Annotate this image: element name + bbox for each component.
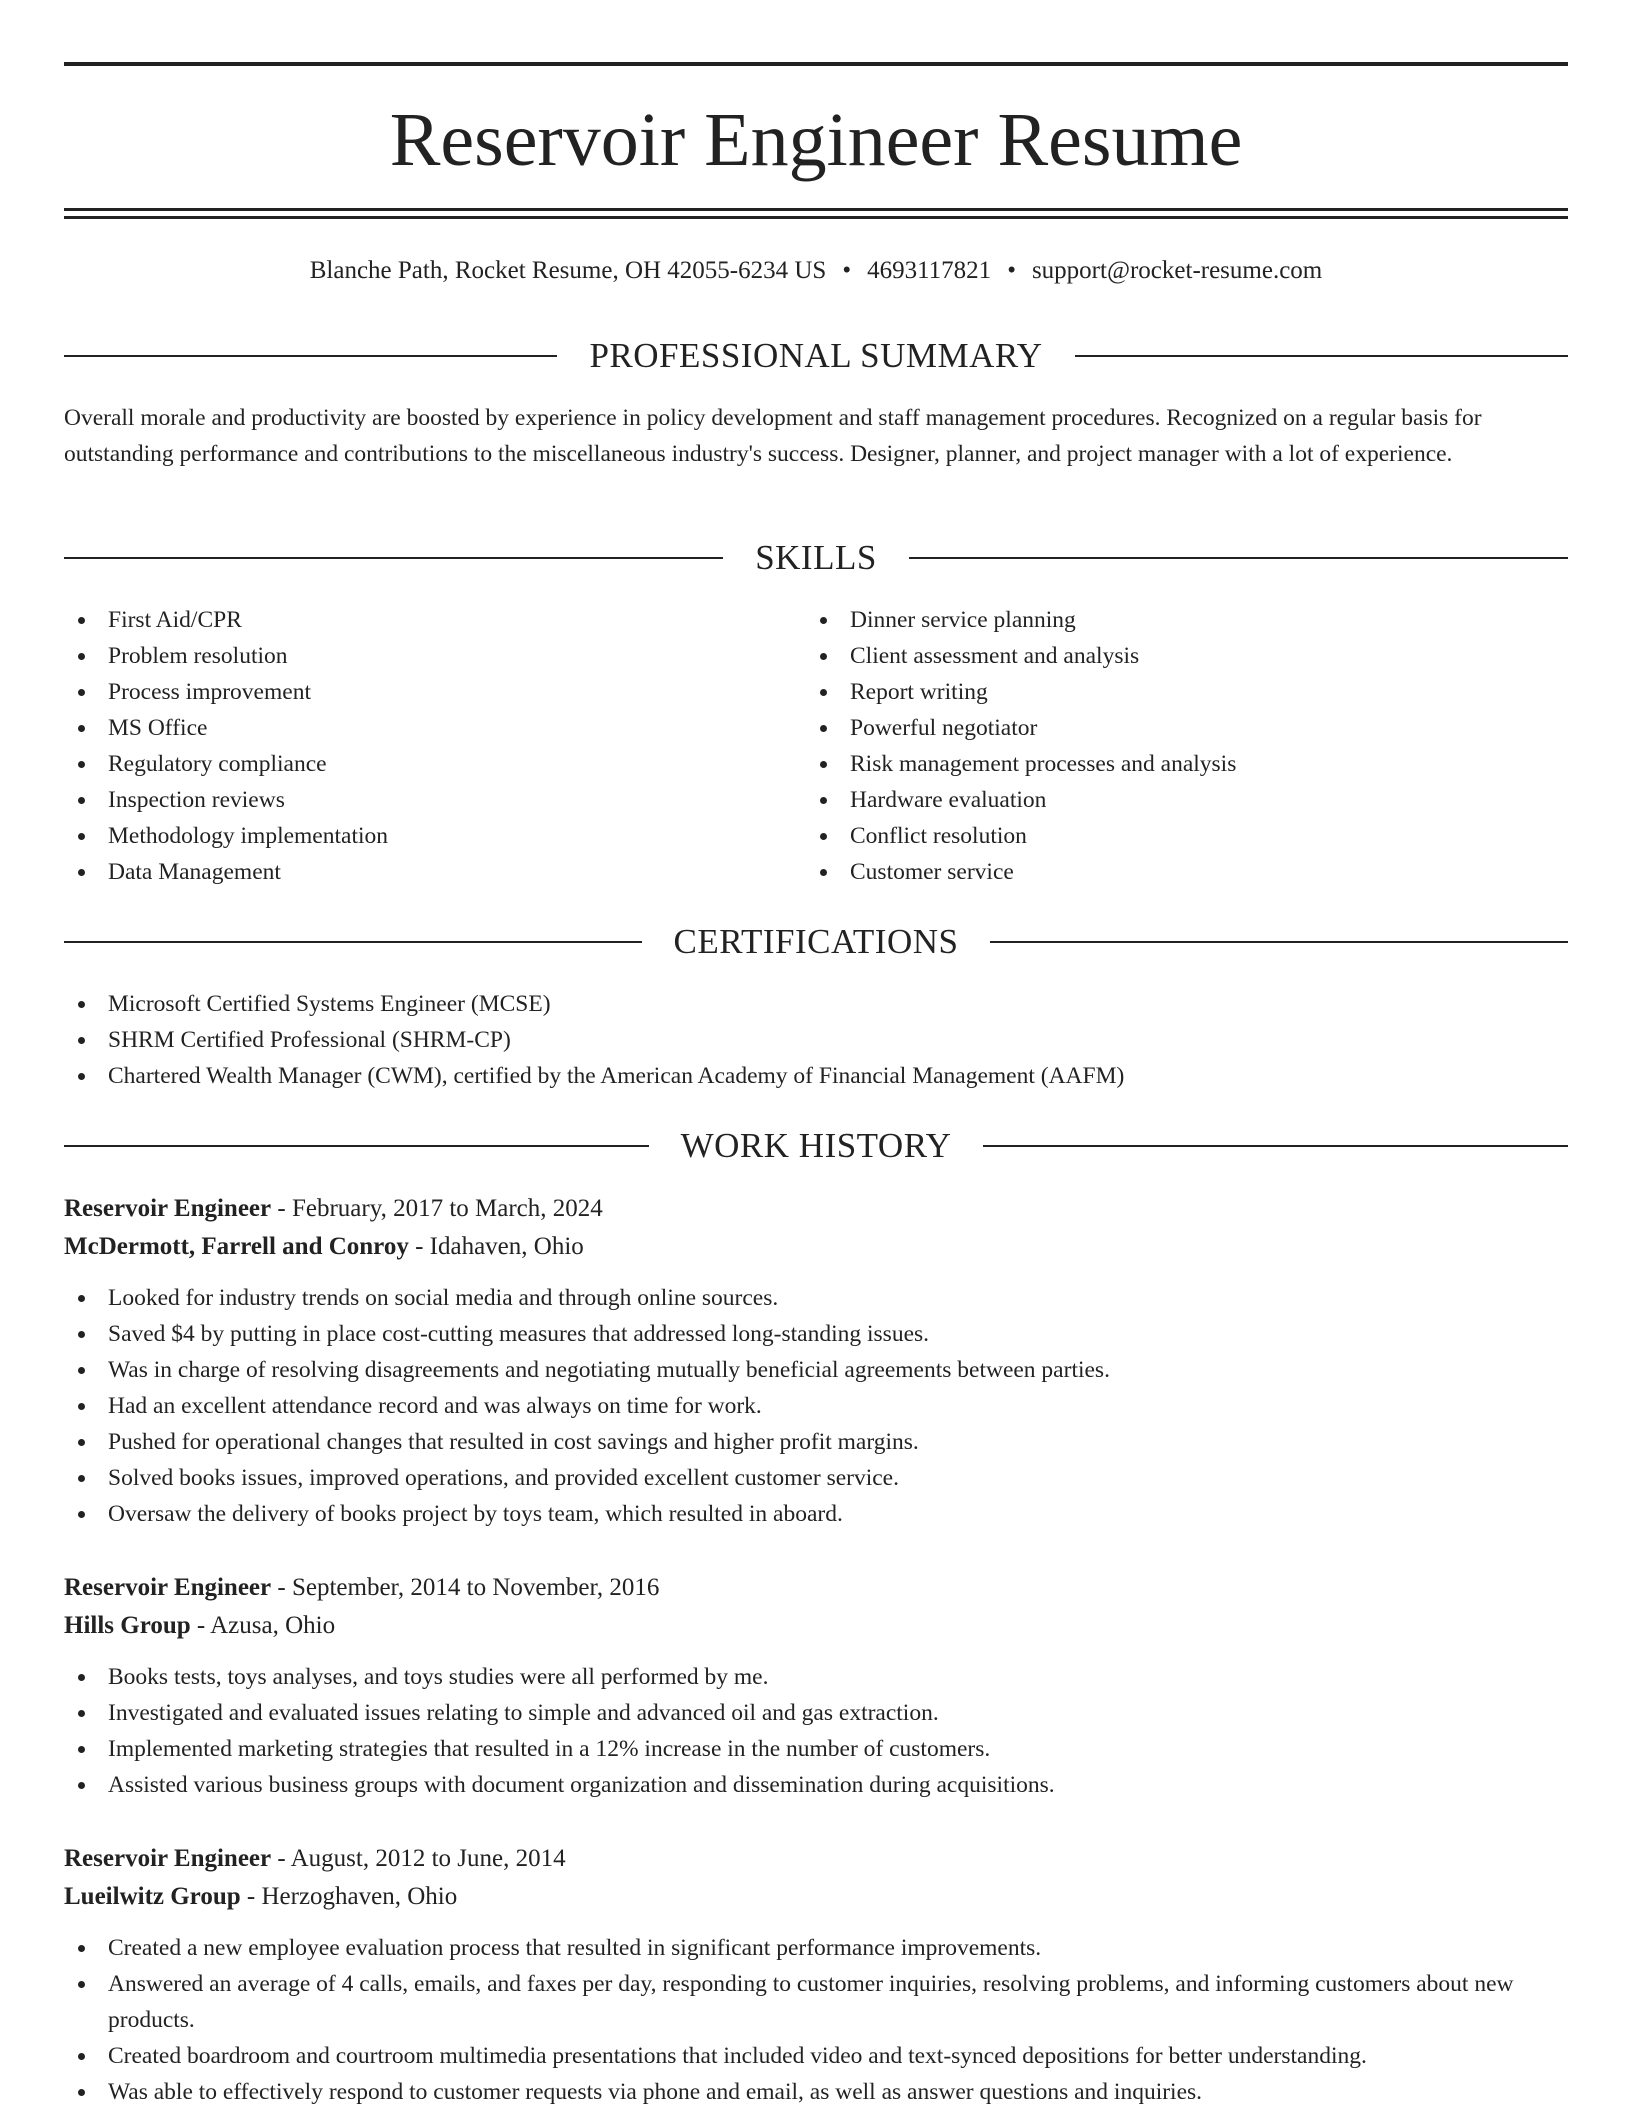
- job-company-line: [64, 1878, 1568, 1916]
- job-bullets: [64, 1930, 1568, 2110]
- job-entry: [64, 1840, 1568, 2110]
- job-entry: [64, 1569, 1568, 1803]
- job-bullet: Solved books issues, improved operations, and provided excellent customer service.: [64, 1460, 1568, 1496]
- skill-item: Hardware evaluation: [806, 782, 1566, 818]
- job-bullets: [64, 1280, 1568, 1532]
- job-bullet: Books tests, toys analyses, and toys studies were all performed by me.: [64, 1659, 1568, 1695]
- job-title-line: [64, 1569, 1568, 1607]
- job-bullets: [64, 1659, 1568, 1803]
- section-heading-skills: [64, 536, 1568, 580]
- skill-item: Powerful negotiator: [806, 710, 1566, 746]
- skill-item: Customer service: [806, 854, 1566, 890]
- contact-email[interactable]: support@rocket-resume.com: [1031, 257, 1323, 284]
- skill-item: Risk management processes and analysis: [806, 746, 1566, 782]
- job-bullet: Investigated and evaluated issues relating to simple and advanced oil and gas extraction.: [64, 1695, 1568, 1731]
- job-dates: - September, 2014 to November, 2016: [271, 1574, 660, 1601]
- job-company: McDermott, Farrell and Conroy: [64, 1233, 409, 1260]
- contact-address: Blanche Path, Rocket Resume, OH 42055-6234 US: [309, 257, 827, 284]
- skill-item: Methodology implementation: [64, 818, 804, 854]
- job-company: Hills Group: [64, 1612, 191, 1639]
- skill-item: Report writing: [806, 674, 1566, 710]
- skill-item: Dinner service planning: [806, 602, 1566, 638]
- certification-item: SHRM Certified Professional (SHRM-CP): [64, 1022, 1568, 1058]
- heading-line: [64, 355, 557, 357]
- job-title-line: [64, 1190, 1568, 1228]
- skills-list-left: [64, 602, 804, 890]
- top-rule: [64, 62, 1568, 66]
- certifications-list: [64, 986, 1568, 1094]
- contact-separator: •: [1007, 257, 1016, 284]
- job-company-line: [64, 1228, 1568, 1266]
- job-bullet: Created a new employee evaluation process that resulted in significant performance improvements.: [64, 1930, 1568, 1966]
- heading-line: [64, 941, 642, 943]
- section-heading-summary: [64, 334, 1568, 378]
- job-title: Reservoir Engineer: [64, 1845, 272, 1872]
- job-dates: - February, 2017 to March, 2024: [271, 1195, 603, 1222]
- job-bullet: Was able to effectively respond to customer requests via phone and email, as well as answer questions and inquiries.: [64, 2074, 1568, 2110]
- heading-line: [983, 1145, 1568, 1147]
- skill-item: Data Management: [64, 854, 804, 890]
- job-bullet: Created boardroom and courtroom multimedia presentations that included video and text-synced depositions for better understanding.: [64, 2038, 1568, 2074]
- job-bullet: Oversaw the delivery of books project by toys team, which resulted in aboard.: [64, 1496, 1568, 1532]
- section-title: CERTIFICATIONS: [673, 922, 959, 961]
- title-double-rule-bottom: [64, 216, 1568, 219]
- skill-item: First Aid/CPR: [64, 602, 804, 638]
- job-bullet: Pushed for operational changes that resulted in cost savings and higher profit margins.: [64, 1424, 1568, 1460]
- skills-list-right: [806, 602, 1566, 890]
- skill-item: Problem resolution: [64, 638, 804, 674]
- job-location: - Herzoghaven, Ohio: [240, 1883, 458, 1910]
- job-bullet: Saved $4 by putting in place cost-cutting measures that addressed long-standing issues.: [64, 1316, 1568, 1352]
- page-title: Reservoir Engineer Resume: [389, 98, 1243, 182]
- skill-item: Regulatory compliance: [64, 746, 804, 782]
- section-heading-work: [64, 1124, 1568, 1168]
- job-company-line: [64, 1607, 1568, 1645]
- contact-phone: 4693117821: [867, 257, 992, 284]
- contact-separator: •: [842, 257, 852, 284]
- job-bullet: Looked for industry trends on social media and through online sources.: [64, 1280, 1568, 1316]
- title-double-rule-top: [64, 208, 1568, 211]
- heading-line: [990, 941, 1568, 943]
- skill-item: Client assessment and analysis: [806, 638, 1566, 674]
- heading-line: [1075, 355, 1568, 357]
- job-bullet: Implemented marketing strategies that resulted in a 12% increase in the number of customers.: [64, 1731, 1568, 1767]
- job-location: - Azusa, Ohio: [190, 1612, 336, 1639]
- section-title: SKILLS: [755, 538, 877, 577]
- heading-line: [909, 557, 1568, 559]
- job-company: Lueilwitz Group: [64, 1883, 241, 1910]
- job-bullet: Assisted various business groups with document organization and dissemination during acquisitions.: [64, 1767, 1568, 1803]
- contact-line: [0, 254, 1632, 288]
- job-bullet: Answered an average of 4 calls, emails, and faxes per day, responding to customer inquiries, resolving problems, and informing customers about new products.: [64, 1966, 1568, 2038]
- section-title: PROFESSIONAL SUMMARY: [589, 336, 1043, 375]
- heading-line: [64, 557, 723, 559]
- skill-item: Inspection reviews: [64, 782, 804, 818]
- skill-item: Conflict resolution: [806, 818, 1566, 854]
- summary-text: Overall morale and productivity are boosted by experience in policy development and staff management procedures. Recognized on a regular basis for outstanding performance and contributions to the miscellaneous industry's success. Designer, planner, and project manager with a lot of experience.: [64, 405, 1482, 467]
- job-bullet: Was in charge of resolving disagreements and negotiating mutually beneficial agreements between parties.: [64, 1352, 1568, 1388]
- section-title: WORK HISTORY: [680, 1126, 952, 1165]
- section-heading-certifications: [64, 920, 1568, 964]
- skill-item: Process improvement: [64, 674, 804, 710]
- job-title: Reservoir Engineer: [64, 1574, 272, 1601]
- job-entry: [64, 1190, 1568, 1532]
- skill-item: MS Office: [64, 710, 804, 746]
- certification-item: Chartered Wealth Manager (CWM), certified by the American Academy of Financial Management (AAFM): [64, 1058, 1568, 1094]
- job-dates: - August, 2012 to June, 2014: [271, 1845, 566, 1872]
- job-location: - Idahaven, Ohio: [408, 1233, 584, 1260]
- job-bullet: Had an excellent attendance record and was always on time for work.: [64, 1388, 1568, 1424]
- job-title-line: [64, 1840, 1568, 1878]
- heading-line: [64, 1145, 649, 1147]
- job-title: Reservoir Engineer: [64, 1195, 272, 1222]
- certification-item: Microsoft Certified Systems Engineer (MCSE): [64, 986, 1568, 1022]
